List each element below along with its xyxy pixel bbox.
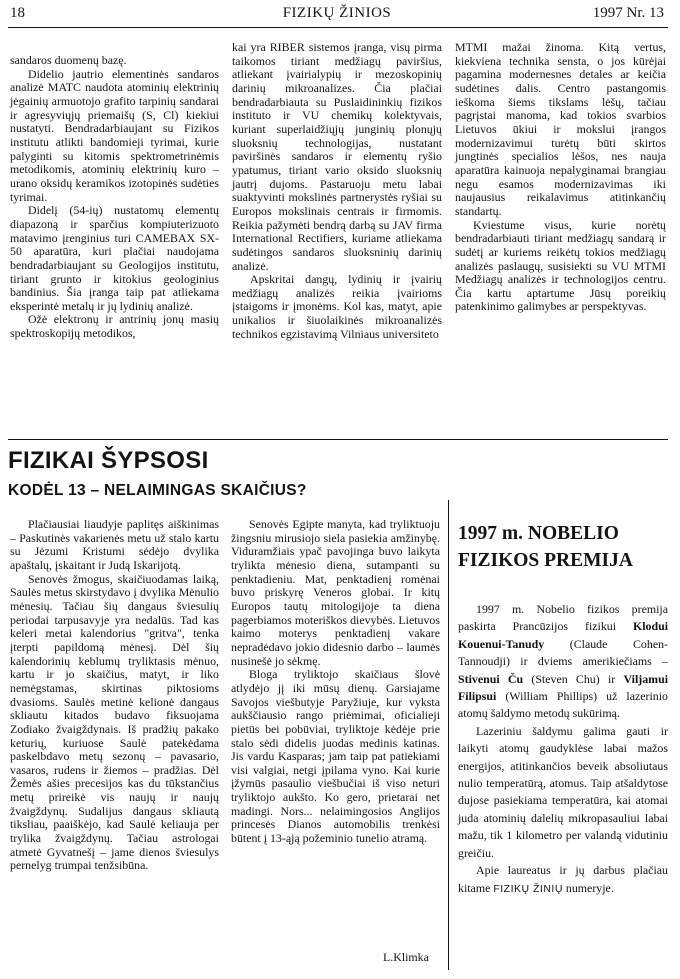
top-column-2 [232,41,442,341]
issue-number: 1997 Nr. 13 [592,5,664,21]
page-number: 18 [10,5,25,21]
paragraph: Ožė elektronų ir antrinių jonų masių spektroskopijų metodikos, [10,312,219,341]
paragraph: Apskritai dangų, lydinių ir įvairių medžiagų analizės reikia įvairioms įstaigoms ir įmonėms. Kol kas, matyt, apie unikalios ir šiuolaikinės mikroanalizės technikos egzistavimą Vilniaus universiteto [232,272,442,341]
laureate-name: Viljamui Filipsui [458,671,668,704]
paragraph: Didelį (54-ių) nustatomų elementų diapazoną ir sparčius kompiuterizuoto matavimo įrenginius turi CAMEBAX SX-50 aparatūra, kuri plačiai naudojama bendradarbiaujant su Geologijos institutu, tiriant grunto ir kitokius geologinius bandinius. Šia įranga taip pat atliekama eksperintė metalų ir jų lydinių analizė. [10,203,219,313]
header-rule [8,27,668,28]
text-run: (Claude Cohen-Tannoudji) ir dviems amerikiečiams – [458,636,668,669]
author-signature: L.Klimka [383,950,429,964]
paragraph [458,862,668,898]
paragraph: Senovės Egipte manyta, kad tryliktuoju žingsniu mirusiojo siela pasiekia amžinybę. Viduramžiais ypač pavojinga buvo laikyta trylikta mėnesio diena, sutampanti su penktadieniu. Mat, penktadienį romėnai buvo priskyrę Veneros globai. Ir kitų Europos tautų mitologijoje ta diena pagerbiamos moteriškos dievybės. Lietuvos kaimo moterys penktadienį vakare nepradėdavo jokio didesnio darbo – laumės nusinešė jo sėkmę. [231,517,440,668]
paragraph: Plačiausiai liaudyje paplitęs aiškinimas – Paskutinės vakarienės metu už stalo kartu su Jėzumi Kristumi sėdėjo dvylika apaštalų, įskaitant ir Judą Iskarijotą. [10,517,219,572]
nobel-title-line: 1997 m. NOBELIO [458,523,619,544]
top-column-1 [10,54,219,341]
article-column-2 [231,518,440,846]
text-run: 1997 m. Nobelio fizikos premija paskirta Prancūzijos fizikui [458,602,668,634]
article-title: KODĖL 13 – NELAIMINGAS SKAIČIUS? [8,482,307,499]
paragraph: Senovės žmogus, skaičiuodamas laiką, Saulės metus skirstydavo į dvylika Mėnulio mėnesių. Tačiau šių dangaus šviesulių periodai tarpusavyje yra nedalūs. Tad kas keleri metai kalendorius "gritva", tenka įterpti papildomą mėnesį. Dėl šių kalendorinių keblumų tryliktasis mėnuo, kartu ir jo skaičius, matyt, ir liko nemėgstamas, skirtinas piktosioms dvasioms. Saulės metinė kelionė dangaus skliautu kitados budavo fiksuojama Zodiako žvaigždynais. Iš pradžių pakako keturių, kuriuose Saulė patekėdama paskelbdavo metų sezonų – pavasario, vasaros, rudens ir žiemos – pradžias. Dėl Žemės ašies precesijos kas du tūkstančius metų prireikė vis naujų ir naujų žvaigždynų. Sudalijus dangaus skliautą tiksliau, paaiškėjo, kad Saulė keliauja per trylika žvaigždynų. Tačiau astrologai atmetė Gyvatnešį – jame dienos šviesulys pernelyg trumpai tenžsibūna. [10,571,219,873]
nobel-title [458,520,668,574]
text-run: (William Phillips) už lazerinio atomų šaldymo metodų sukūrimą. [458,689,668,721]
text-run: (Steven Chu) ir [523,671,624,686]
paragraph: MTMI mažai žinoma. Kitą vertus, kiekviena technika sensta, o jos kūrėjai pagamina modernesnes detales ar keičia sudėtines dalis. Centro pastangomis ieškoma šiems tikslams lėšų, tačiau pagrįstai manoma, kad tokios svarbios Lietuvos ūkiui ir mokslui įrangos modernizavimui turėtų būti skirtos jungtinės specialios lėšos, nes nauja aparatūra kainuoja nepalyginamai brangiau negu esamos modernizavimas iki naujausius reikalavimus atitinkančių standartų. [455,40,666,218]
paragraph: sandaros duomenų bazę. [10,53,127,67]
laureate-name: Klodui Kouenui-Tanudy [458,619,668,651]
text-run: numeryje. [562,880,614,895]
section-rule [8,439,668,440]
paragraph: Kviestume visus, kurie norėtų bendradarbiauti tiriant medžiagų sandarą ir sudėtį ar kuriems reikėtų tokios medžiagų analizės paslaugų, susisiekti su VU MTMI Medžiagų analizės ir technologijos centru. Čia kartu aptartume Jūsų poreikių patenkinimo galimybes ar perspektyvas. [455,217,666,314]
article-column-1 [10,518,219,873]
section-title: FIZIKAI ŠYPSOSI [8,447,209,474]
paragraph [458,601,668,723]
text-run: Apie laureatus ir jų darbus plačiau kitame [458,863,668,895]
paragraph: Didelio jautrio elementinės sandaros analizė MATC naudota atominių elektrinių jėgainių armuotojo grafito tarpinių sandarai ir agresyviųjų priemaišų (S, Cl) kiekiui nustatyti. Bendradarbiaujant su Fizikos institutu atlikti bandomieji tyrimai, kurie palyginti su kitomis spektrometrinėmis metodikomis, atominių elektrinių kuro – urano oksidų keramikos izotopinės sudėties tyrimai. [10,66,219,204]
nobel-text [458,601,668,898]
paragraph: Lazeriniu šaldymu galima gauti ir laikyti atomų gaudyklėse labai mažos energijos, atitinkančios beveik absoliutaus nulio temperatūrą, atomus. Taip atšaldytose dujose pasiekiama temperatūra, kai atomai juda atominių dalelių mikropasauliui labai mažu, tik 1 kilometro per valandą vidutiniu greičiu. [458,723,668,860]
page-header [8,5,666,25]
column-divider [448,500,449,970]
journal-mention: FIZIKŲ ŽINIŲ [493,882,563,895]
journal-title: FIZIKŲ ŽINIOS [282,5,392,21]
paragraph: kai yra RIBER sistemos įranga, visų pirma taikomos tiriant medžiagų paviršius, atliekant įvairialypių ir mezoskopinių darinių mikroanalizes. Čia plačiai bendradarbiauta su Puslaidininkių fizikos instituto ir VU chemikų kolektyvais, kuriant superlaidžiųjų junginių plonųjų sluoksnių technologijas, nustatant paviršinės sandaros ir elementų ryšio ypatumus, tiriant vario oksido sluoksnių jautrį dujoms. Pastaruoju metu labai suaktyvinti mokslinės partnerystės ryšiai su Europos mokslinais centrais ir firmomis. Reikia pažymėti bendrą darbą su JAV firma International Rectifiers, kuriame atliekama sudėtingos sandaros sluoksninių darinių analizė. [232,40,442,273]
paragraph: Bloga tryliktojo skaičiaus šlovė atlydėjo jį iki mūsų dienų. Garsiajame Savojos viešbutyje Paryžiuje, kur vyksta aukščiausio rango priėmimai, oficialieji pietūs bei pobūviai, tryliktoje kėdėje prie stalo sėdi didelis juodas medinis katinas. Jis vardu Kasparas; jam taip pat patiekiami visi valgiai, netgi įpilama vyno. Kai kurie įžymūs pasaulio viešbučiai iš viso neturi tryliktojo aukšto. Ko gero, prietarai net madingi. Nors... nelaimingosios Anglijos princesės Dianos automobilis trenkėsi būtent į 13-ąją požeminio tunelio atramą. [231,667,440,846]
laureate-name: Stivenui Ču [458,671,524,686]
top-column-3 [455,41,666,314]
nobel-title-line: FIZIKOS PREMIJA [458,550,633,571]
